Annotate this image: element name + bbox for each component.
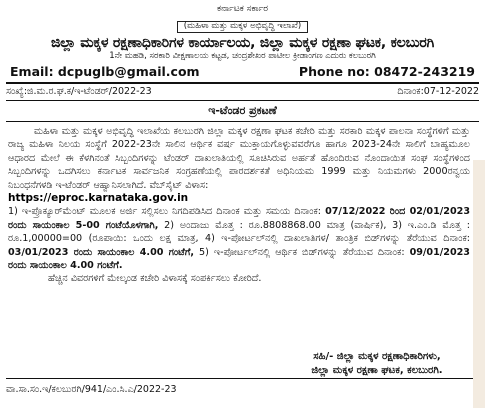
publication-reference: ವಾ.ಸಾ.ಸಂ.ಇ/ಕಲಬುರಗಿ/941/ಎಂ.ಸಿ.ಎ/2022-23 [6,384,177,395]
item5-text: 5) ಇ-ಪೋರ್ಟಲ್‌ನಲ್ಲಿ ಆರ್ಥಿಕ ಬಿಡ್‌ಗಳನ್ನು ತೆರೆಯುವ ದಿನಾಂಕ: [199,246,405,258]
header-divider [6,82,479,84]
title-divider [6,121,479,122]
item1-text: 1) ಇ-ಪ್ರೊಕ್ಯೂರ್‌ಮೆಂಟ್ ಮೂಲಕ ಅರ್ಜಿ ಸಲ್ಲಿಸಲು ನಿಗದಿಪಡಿಸಿದ ದಿನಾಂಕ ಮತ್ತು ಸಮಯ ದಿನಾಂಕ: [8,206,322,218]
item4-date: 03/01/2023 ರಂದು ಸಾಯಂಕಾಲ 4.00 ಗಂಟೆಗೆ, [8,246,195,258]
reference-row [6,86,479,97]
reference-divider [6,100,479,101]
item1-dates: 07/12/2022 ರಿಂದ 02/01/2023 ರಂದು ಸಾಯಂಕಾಲ 5-00 ಗಂಟೆಯೊಳಗಾಗಿ, [8,206,470,231]
closing-note: ಹೆಚ್ಚಿನ ವಿವರಗಳಿಗೆ ಮೇಲ್ಕಂಡ ಕಚೇರಿ ವಿಳಾಸಕ್ಕೆ ಸಂಪರ್ಕಿಸಲು ಕೋರಿದೆ. [48,273,262,285]
signature-block [272,350,482,378]
item2-text: 2) ಅಂದಾಜು ಮೊತ್ತ : [164,219,243,231]
phone-text: Phone no: 08472-243219 [298,64,475,79]
letterhead [0,0,485,62]
signature-line-1: ಸಹಿ/- ಜಿಲ್ಲಾ ಮಕ್ಕಳ ರಕ್ಷಣಾಧಿಕಾರಿಗಳು, [313,351,441,362]
email-text: Email: dcpuglb@gmail.com [10,64,200,79]
reference-number: ಸಂಖ್ಯೆ:ಜಿ.ಮ.ರ.ಘ.ಕ/ಇ-ಟೆಂಡರ್/2022-23 [6,86,152,97]
government-name: ಕರ್ನಾಟಕ ಸರ್ಕಾರ [216,4,269,14]
department-name: (ಮಹಿಳಾ ಮತ್ತು ಮಕ್ಕಳ ಅಭಿವೃದ್ಧಿ ಇಲಾಖೆ) [177,21,308,33]
signature-line-2: ಜಿಲ್ಲಾ ಮಕ್ಕಳ ರಕ್ಷಣಾ ಘಟಕ, ಕಲಬುರಗಿ. [311,365,443,376]
website-link[interactable]: https://eproc.karnataka.gov.in [8,192,189,205]
office-title: ಜಿಲ್ಲಾ ಮಕ್ಕಳ ರಕ್ಷಣಾಧಿಕಾರಿಗಳ ಕಾರ್ಯಾಲಯ, ಜಿಲ್ಲಾ ಮಕ್ಕಳ ರಕ್ಷಣಾ ಘಟಕ, ಕಲಬುರಗಿ [50,35,435,52]
notice-paragraph: ಮಹಿಳಾ ಮತ್ತು ಮಕ್ಕಳ ಅಭಿವೃದ್ಧಿ ಇಲಾಖೆಯ ಕಲಬುರಗಿ ಜಿಲ್ಲಾ ಮಕ್ಕಳ ರಕ್ಷಣಾ ಘಟಕ ಕಚೇರಿ ಮತ್ತು ಸರಕಾರಿ ಮಕ್ಕಳ ಪಾಲನಾ ಸಂಸ್ಥೆಗಳಿಗೆ ಮತ್ತು ರಾಜ್ಯ ಮಹಿಳಾ ನಿಲಯ ಸಂಸ್ಥೆಗೆ 2022-23ನೇ ಸಾಲಿನ ಆರ್ಥಿಕ ವರ್ಷ ಮುಕ್ತಾಯಗೊಳ್ಳುವವರೆಗೂ ಹಾಗೂ 2023-24ನೇ ಸಾಲಿಗೆ ಬಾಹ್ಯಮೂಲ ಆಧಾರದ ಮೇಲೆ ಈ ಕೆಳಗಿನಂತೆ ಸಿಬ್ಬಂದಿಗಳನ್ನು ಟೆಂಡರ್ ದಾಖಲಾತಿಯಲ್ಲಿ ಸೂಚಿಸಿರುವ ಅರ್ಹತೆ ಹೊಂದಿರುವ ನೊಂದಾಯಿತ ಸಂಘ ಸಂಸ್ಥೆಗಳಿಂದ ಸಿಬ್ಬಂದಿಗಳನ್ನು ಒದಗಿಸಲು ಕರ್ನಾಟಕ ಸಾರ್ವಜನಿಕ ಸಂಗ್ರಹಣೆಯಲ್ಲಿ ಪಾರದರ್ಶಕತೆ ಅಧಿನಿಯಮ 1999 ಮತ್ತು ನಿಯಮಗಳು 2000ರನ್ವಯ ನಿಬಂಧನೆಗಳಡಿ ಇ-ಟೆಂಡರ್ ಆಹ್ವಾನಿಸಲಾಗಿದೆ. ವೆಬ್‌ಸೈಟ್ ವಿಳಾಸ: [8,126,470,191]
item4-text: 4) ಇ-ಪೋರ್ಟಲ್‌ನಲ್ಲಿ ದಾಖಲಾತಿಗಳ/ ತಾಂತ್ರಿಕ ಬಿಡ್‌ಗಳನ್ನು ತೆರೆಯುವ ದಿನಾಂಕ: [204,233,470,245]
footer-divider [6,378,479,379]
office-address: 1ನೇ ಮಹಡಿ, ಸರಕಾರಿ ವೀಕ್ಷಣಾಲಯ ಕಟ್ಟಡ, ಚಂದ್ರಶೇಖರ ಪಾಟೀಲ ಕ್ರೀಡಾಂಗಣ ಎದುರು ಕಲಬುರಗಿ [109,51,376,62]
notice-items [8,205,470,272]
page-edge-strip [473,160,485,408]
item5-date: 09/01/2023 ರಂದು ಸಾಯಂಕಾಲ 4.00 ಗಂಟೆಗೆ. [8,246,470,272]
item2-amount: ರೂ.8808868.00 ಮಾತ್ರ (ವಾರ್ಷಿಕ), 3) ಇ.ಎಂ.ಡಿ ಮೊತ್ತ : ರೂ.1,00000=00 (ರೂಪಾಯಿ: ಒಂದು ಲಕ್ಷ ಮಾತ್ರ, [8,219,470,245]
reference-date: ದಿನಾಂಕ:07-12-2022 [397,86,479,97]
notice-body [8,125,470,286]
notice-title: ಇ-ಟೆಂಡರ ಪ್ರಕಟಣೆ [208,104,277,117]
contact-row [0,64,485,79]
